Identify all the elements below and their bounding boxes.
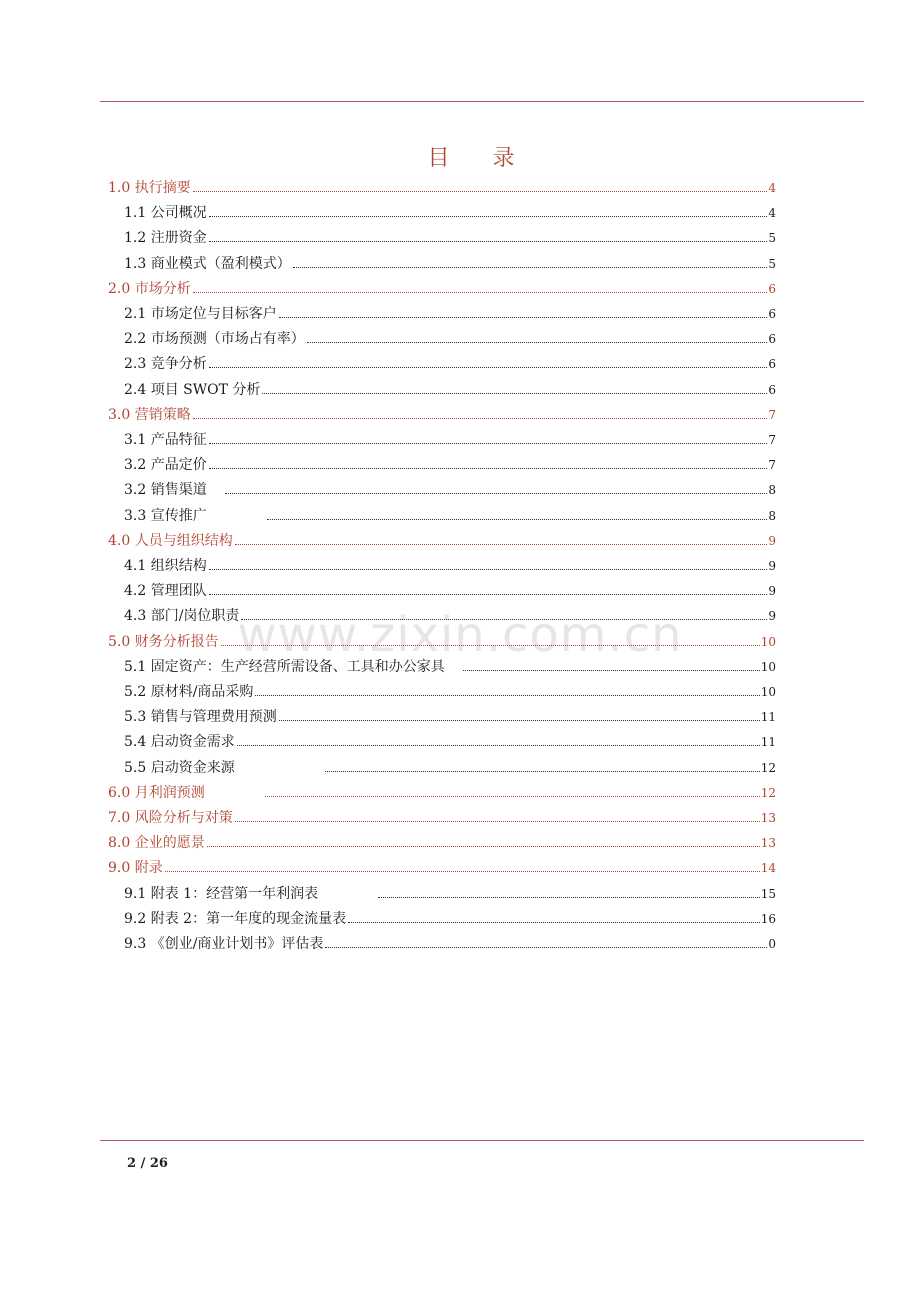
toc-dot-leader — [348, 921, 760, 923]
toc-entry-label: 7.0 风险分析与对策 — [108, 810, 233, 826]
toc-entry-label: 2.3 竞争分析 — [124, 356, 207, 373]
toc-entry-label: 5.3 销售与管理费用预测 — [124, 709, 277, 726]
toc-entry-page: 7 — [768, 407, 776, 422]
toc-dot-leader — [463, 669, 760, 671]
toc-entry[interactable] — [124, 676, 776, 701]
toc-entry-page: 0 — [768, 937, 776, 951]
toc-entry[interactable] — [124, 348, 776, 373]
toc-dot-leader — [209, 215, 768, 217]
toc-entry-page: 6 — [768, 357, 776, 372]
toc-entry[interactable] — [124, 752, 776, 777]
toc-entry-page: 13 — [760, 836, 776, 851]
toc-entry[interactable] — [124, 500, 776, 525]
toc-entry-page: 6 — [768, 281, 776, 296]
toc-dot-leader — [255, 694, 759, 696]
toc-dot-leader — [221, 644, 760, 646]
toc-dot-leader — [193, 190, 768, 192]
toc-entry[interactable] — [124, 424, 776, 449]
toc-entry[interactable] — [108, 626, 776, 651]
toc-entry-label: 4.3 部门/岗位职责 — [124, 608, 240, 625]
toc-dot-leader — [267, 518, 768, 520]
toc-dot-leader — [241, 618, 767, 620]
toc-entry-label: 3.0 营销策略 — [108, 406, 191, 423]
toc-entry[interactable] — [124, 248, 776, 273]
toc-dot-leader — [207, 845, 760, 847]
toc-entry-label: 3.1 产品特征 — [124, 432, 207, 448]
toc-dot-leader — [293, 266, 768, 268]
toc-dot-leader — [225, 492, 768, 494]
toc-entry-page: 11 — [760, 710, 776, 725]
toc-entry-page: 9 — [768, 533, 776, 548]
toc-entry[interactable] — [124, 374, 776, 399]
toc-dot-leader — [193, 291, 768, 293]
toc-entry-label: 1.1 公司概况 — [124, 205, 207, 222]
toc-entry-label: 2.1 市场定位与目标客户 — [124, 306, 277, 322]
toc-entry[interactable] — [108, 525, 776, 550]
toc-entry[interactable] — [108, 802, 776, 827]
page-title: 目 录 — [427, 146, 533, 171]
toc-entry-label: 6.0 月利润预测 — [108, 784, 205, 801]
toc-entry-label: 9.0 附录 — [108, 860, 163, 877]
toc-entry[interactable] — [124, 651, 776, 676]
toc-entry-page: 6 — [768, 332, 776, 347]
toc-dot-leader — [265, 795, 760, 797]
toc-entry-page: 8 — [768, 483, 776, 498]
toc-entry[interactable] — [124, 449, 776, 474]
toc-dot-leader — [307, 341, 768, 343]
toc-entry-page: 7 — [768, 458, 776, 473]
toc-dot-leader — [209, 240, 768, 242]
toc-entry-label: 9.1 附表 1：经营第一年利润表 — [124, 885, 319, 902]
toc-entry[interactable] — [124, 701, 776, 726]
toc-entry[interactable] — [124, 903, 776, 928]
toc-entry-page: 13 — [760, 811, 776, 825]
toc-entry-label: 5.1 固定资产：生产经营所需设备、工具和办公家具 — [124, 658, 445, 675]
toc-dot-leader — [165, 870, 760, 872]
toc-entry[interactable] — [124, 474, 776, 499]
toc-entry-page: 6 — [768, 382, 776, 397]
toc-entry-page: 10 — [760, 659, 776, 674]
toc-entry[interactable] — [108, 399, 776, 424]
toc-entry-page: 9 — [768, 584, 776, 599]
toc-entry-page: 12 — [760, 785, 776, 800]
toc-entry-label: 4.1 组织结构 — [124, 558, 207, 574]
toc-dot-leader — [209, 366, 768, 368]
toc-dot-leader — [378, 896, 760, 898]
toc-dot-leader — [209, 442, 768, 444]
toc-entry-label: 2.2 市场预测（市场占有率） — [124, 331, 305, 348]
toc-entry[interactable] — [108, 777, 776, 802]
toc-entry-page: 9 — [768, 609, 776, 624]
toc-entry-page: 4 — [768, 206, 776, 221]
toc-entry-label: 2.4 项目 SWOT 分析 — [124, 381, 261, 398]
toc-entry[interactable] — [124, 197, 776, 222]
toc-dot-leader — [279, 316, 768, 318]
toc-entry-page: 5 — [768, 231, 776, 246]
toc-entry[interactable] — [124, 298, 776, 323]
toc-entry-page: 5 — [768, 256, 776, 271]
toc-dot-leader — [209, 467, 768, 469]
toc-entry-label: 3.2 产品定价 — [124, 457, 207, 474]
toc-dot-leader — [262, 392, 767, 394]
toc-entry-page: 9 — [768, 559, 776, 573]
toc-entry[interactable] — [108, 172, 776, 197]
toc-dot-leader — [235, 543, 768, 545]
page-number: 2 / 26 — [127, 1156, 168, 1171]
toc-entry-page: 15 — [760, 886, 776, 901]
toc-entry-label: 1.2 注册资金 — [124, 230, 207, 247]
toc-entry-page: 14 — [760, 861, 776, 876]
toc-entry-page: 16 — [760, 911, 776, 926]
toc-entry-label: 9.2 附表 2：第一年度的现金流量表 — [124, 910, 347, 927]
toc-entry-label: 5.5 启动资金来源 — [124, 759, 235, 776]
toc-entry[interactable] — [124, 600, 776, 625]
toc-entry[interactable] — [124, 323, 776, 348]
toc-entry-page: 8 — [768, 508, 776, 523]
toc-entry[interactable] — [108, 273, 776, 298]
watermark: www.zixin.com.cn — [237, 607, 683, 663]
toc-dot-leader — [325, 770, 760, 772]
toc-dot-leader — [235, 820, 760, 822]
toc-entry-page: 12 — [760, 760, 776, 775]
toc-entry-label: 2.0 市场分析 — [108, 280, 191, 297]
toc-entry-label: 4.2 管理团队 — [124, 583, 207, 600]
toc-entry-page: 11 — [760, 735, 776, 750]
toc-entry[interactable] — [124, 222, 776, 247]
toc-entry-label: 3.3 宣传推广 — [124, 507, 207, 524]
toc-entry[interactable] — [124, 878, 776, 903]
toc-entry[interactable] — [124, 726, 776, 751]
toc-entry-label: 3.2 销售渠道 — [124, 482, 207, 499]
toc-entry-label: 5.0 财务分析报告 — [108, 633, 219, 650]
toc-entry-page: 6 — [768, 307, 776, 321]
toc-entry-label: 5.4 启动资金需求 — [124, 734, 235, 751]
toc-entry-label: 1.3 商业模式（盈利模式） — [124, 255, 291, 272]
toc-dot-leader — [237, 744, 760, 746]
toc-entry[interactable] — [108, 852, 776, 877]
toc-dot-leader — [279, 719, 760, 721]
toc-entry-page: 4 — [768, 181, 776, 195]
toc-entry[interactable] — [124, 928, 776, 953]
toc-dot-leader — [193, 417, 768, 419]
footer-rule — [100, 1140, 864, 1141]
toc-entry-label: 8.0 企业的愿景 — [108, 835, 205, 852]
toc-dot-leader — [325, 946, 767, 948]
toc-entry-label: 4.0 人员与组织结构 — [108, 532, 233, 549]
toc-entry-label: 1.0 执行摘要 — [108, 180, 191, 196]
toc-entry-label: 5.2 原材料/商品采购 — [124, 684, 254, 700]
toc-entry-page: 10 — [760, 685, 776, 699]
toc-entry[interactable] — [124, 550, 776, 575]
header-rule — [100, 101, 864, 102]
toc-dot-leader — [209, 568, 768, 570]
toc-entry-page: 7 — [768, 433, 776, 447]
toc-entry-page: 10 — [760, 634, 776, 649]
toc-entry-label: 9.3 《创业/商业计划书》评估表 — [124, 936, 324, 952]
toc-entry[interactable] — [124, 575, 776, 600]
toc-entry[interactable] — [108, 827, 776, 852]
toc-dot-leader — [209, 593, 768, 595]
